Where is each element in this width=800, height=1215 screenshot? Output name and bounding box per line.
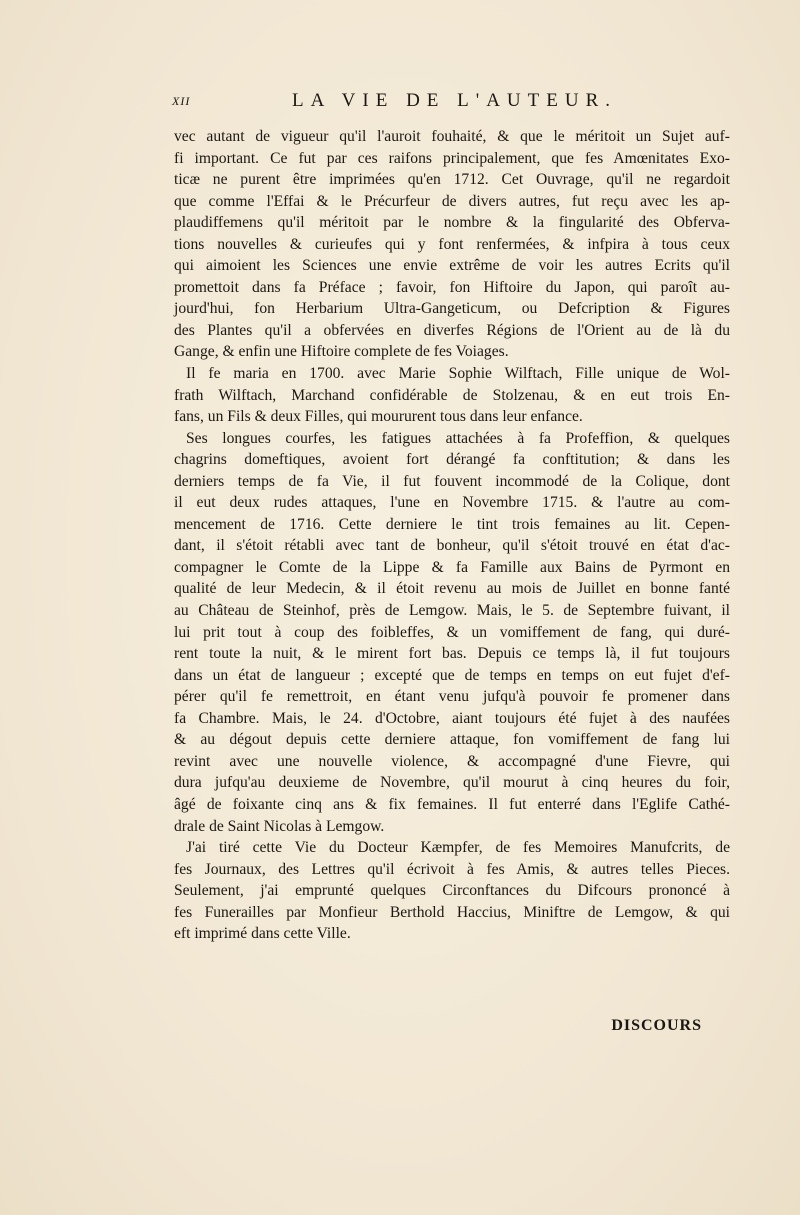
- running-title: LA VIE DE L'AUTEUR.: [292, 90, 617, 111]
- text-line: dura jufqu'au deuxieme de Novembre, qu'il mourut à cinq heures du foir,: [174, 774, 730, 792]
- text-line: & au dégout depuis cette derniere attaque, fon vomiffement de fang lui: [174, 731, 730, 749]
- catchword: DISCOURS: [611, 1017, 702, 1034]
- text-line: fes Journaux, des Lettres qu'il écrivoit à fes Amis, & autres telles Pieces.: [174, 860, 730, 878]
- text-line: frath Wilftach, Marchand confidérable de Stolzenau, & en eut trois En-: [174, 386, 730, 404]
- text-line: tions nouvelles & curieufes qui y font renfermées, & infpira à tous ceux: [174, 235, 730, 253]
- body-text: [174, 126, 730, 945]
- paragraph-end-line: Gange, & enfin une Hiftoire complete de fes Voiages.: [174, 343, 509, 361]
- text-line: au Château de Steinhof, près de Lemgow. Mais, le 5. de Septembre fuivant, il: [174, 602, 730, 620]
- paragraph-start-line: Il fe maria en 1700. avec Marie Sophie Wilftach, Fille unique de Wol-: [186, 365, 730, 383]
- text-line: qui aimoient les Sciences une envie extrême de voir les autres Ecrits qu'il: [174, 257, 730, 275]
- text-line: que comme l'Effai & le Précurfeur de divers autres, fut reçu avec les ap-: [174, 192, 730, 210]
- text-line: derniers temps de fa Vie, il fut fouvent incommodé de la Colique, dont: [174, 472, 730, 490]
- paragraph-start-line: Ses longues courfes, les fatigues attachées à fa Profeffion, & quelques: [186, 429, 730, 447]
- text-line: plaudiffemens qu'il méritoit par le nombre & la fingularité des Obferva-: [174, 214, 730, 232]
- text-line: fes Funerailles par Monfieur Berthold Haccius, Miniftre de Lemgow, & qui: [174, 903, 730, 921]
- text-line: jourd'hui, fon Herbarium Ultra-Gangeticum, ou Defcription & Figures: [174, 300, 730, 318]
- paragraph-end-line: fans, un Fils & deux Filles, qui moururent tous dans leur enfance.: [174, 408, 583, 426]
- text-line: pérer qu'il fe remettroit, en étant venu jufqu'à pouvoir fe promener dans: [174, 688, 730, 706]
- text-line: qualité de leur Medecin, & il étoit revenu au mois de Juillet en bonne fanté: [174, 580, 730, 598]
- text-line: dant, il s'étoit rétabli avec tant de bonheur, qu'il s'étoit trouvé en état d'ac-: [174, 537, 730, 555]
- text-line: dans un état de langueur ; excepté que de temps en temps on eut fujet d'ef-: [174, 666, 730, 684]
- text-line: Seulement, j'ai emprunté quelques Circonftances du Difcours prononcé à: [174, 882, 730, 900]
- text-line: fi important. Ce fut par ces raifons principalement, que fes Amœnitates Exo-: [174, 149, 730, 167]
- text-line: compagner le Comte de la Lippe & fa Famille aux Bains de Pyrmont en: [174, 558, 730, 576]
- text-line: fa Chambre. Mais, le 24. d'Octobre, aiant toujours été fujet à des naufées: [174, 709, 730, 727]
- paragraph-start-line: J'ai tiré cette Vie du Docteur Kæmpfer, de fes Memoires Manufcrits, de: [186, 839, 730, 857]
- page-number: XII: [172, 94, 191, 108]
- text-line: revint avec une nouvelle violence, & accompagné d'une Fievre, qui: [174, 752, 730, 770]
- text-line: ticæ ne purent être imprimées qu'en 1712. Cet Ouvrage, qu'il ne regardoit: [174, 171, 730, 189]
- text-line: mencement de 1716. Cette derniere le tint trois femaines au lit. Cepen-: [174, 515, 730, 533]
- text-line: vec autant de vigueur qu'il l'auroit fouhaité, & que le méritoit un Sujet auf-: [174, 128, 730, 145]
- text-line: il eut deux rudes attaques, l'une en Novembre 1715. & l'autre au com-: [174, 494, 730, 512]
- text-line: des Plantes qu'il a obfervées en diverfes Régions de l'Orient au de là du: [174, 321, 730, 339]
- paragraph-end-line: eft imprimé dans cette Ville.: [174, 925, 351, 943]
- page-header: [172, 90, 732, 120]
- text-line: lui prit tout à coup des foibleffes, & un vomiffement de fang, qui duré-: [174, 623, 730, 641]
- paragraph-end-line: drale de Saint Nicolas à Lemgow.: [174, 817, 385, 835]
- text-line: âgé de foixante cinq ans & fix femaines. Il fut enterré dans l'Eglife Cathé-: [174, 795, 730, 813]
- text-line: chagrins domeftiques, avoient fort dérangé fa conftitution; & dans les: [174, 451, 730, 469]
- text-line: promettoit dans fa Préface ; favoir, fon Hiftoire du Japon, qui paroît au-: [174, 278, 730, 296]
- text-line: rent toute la nuit, & le mirent fort bas. Depuis ce temps là, il fut toujours: [174, 645, 730, 663]
